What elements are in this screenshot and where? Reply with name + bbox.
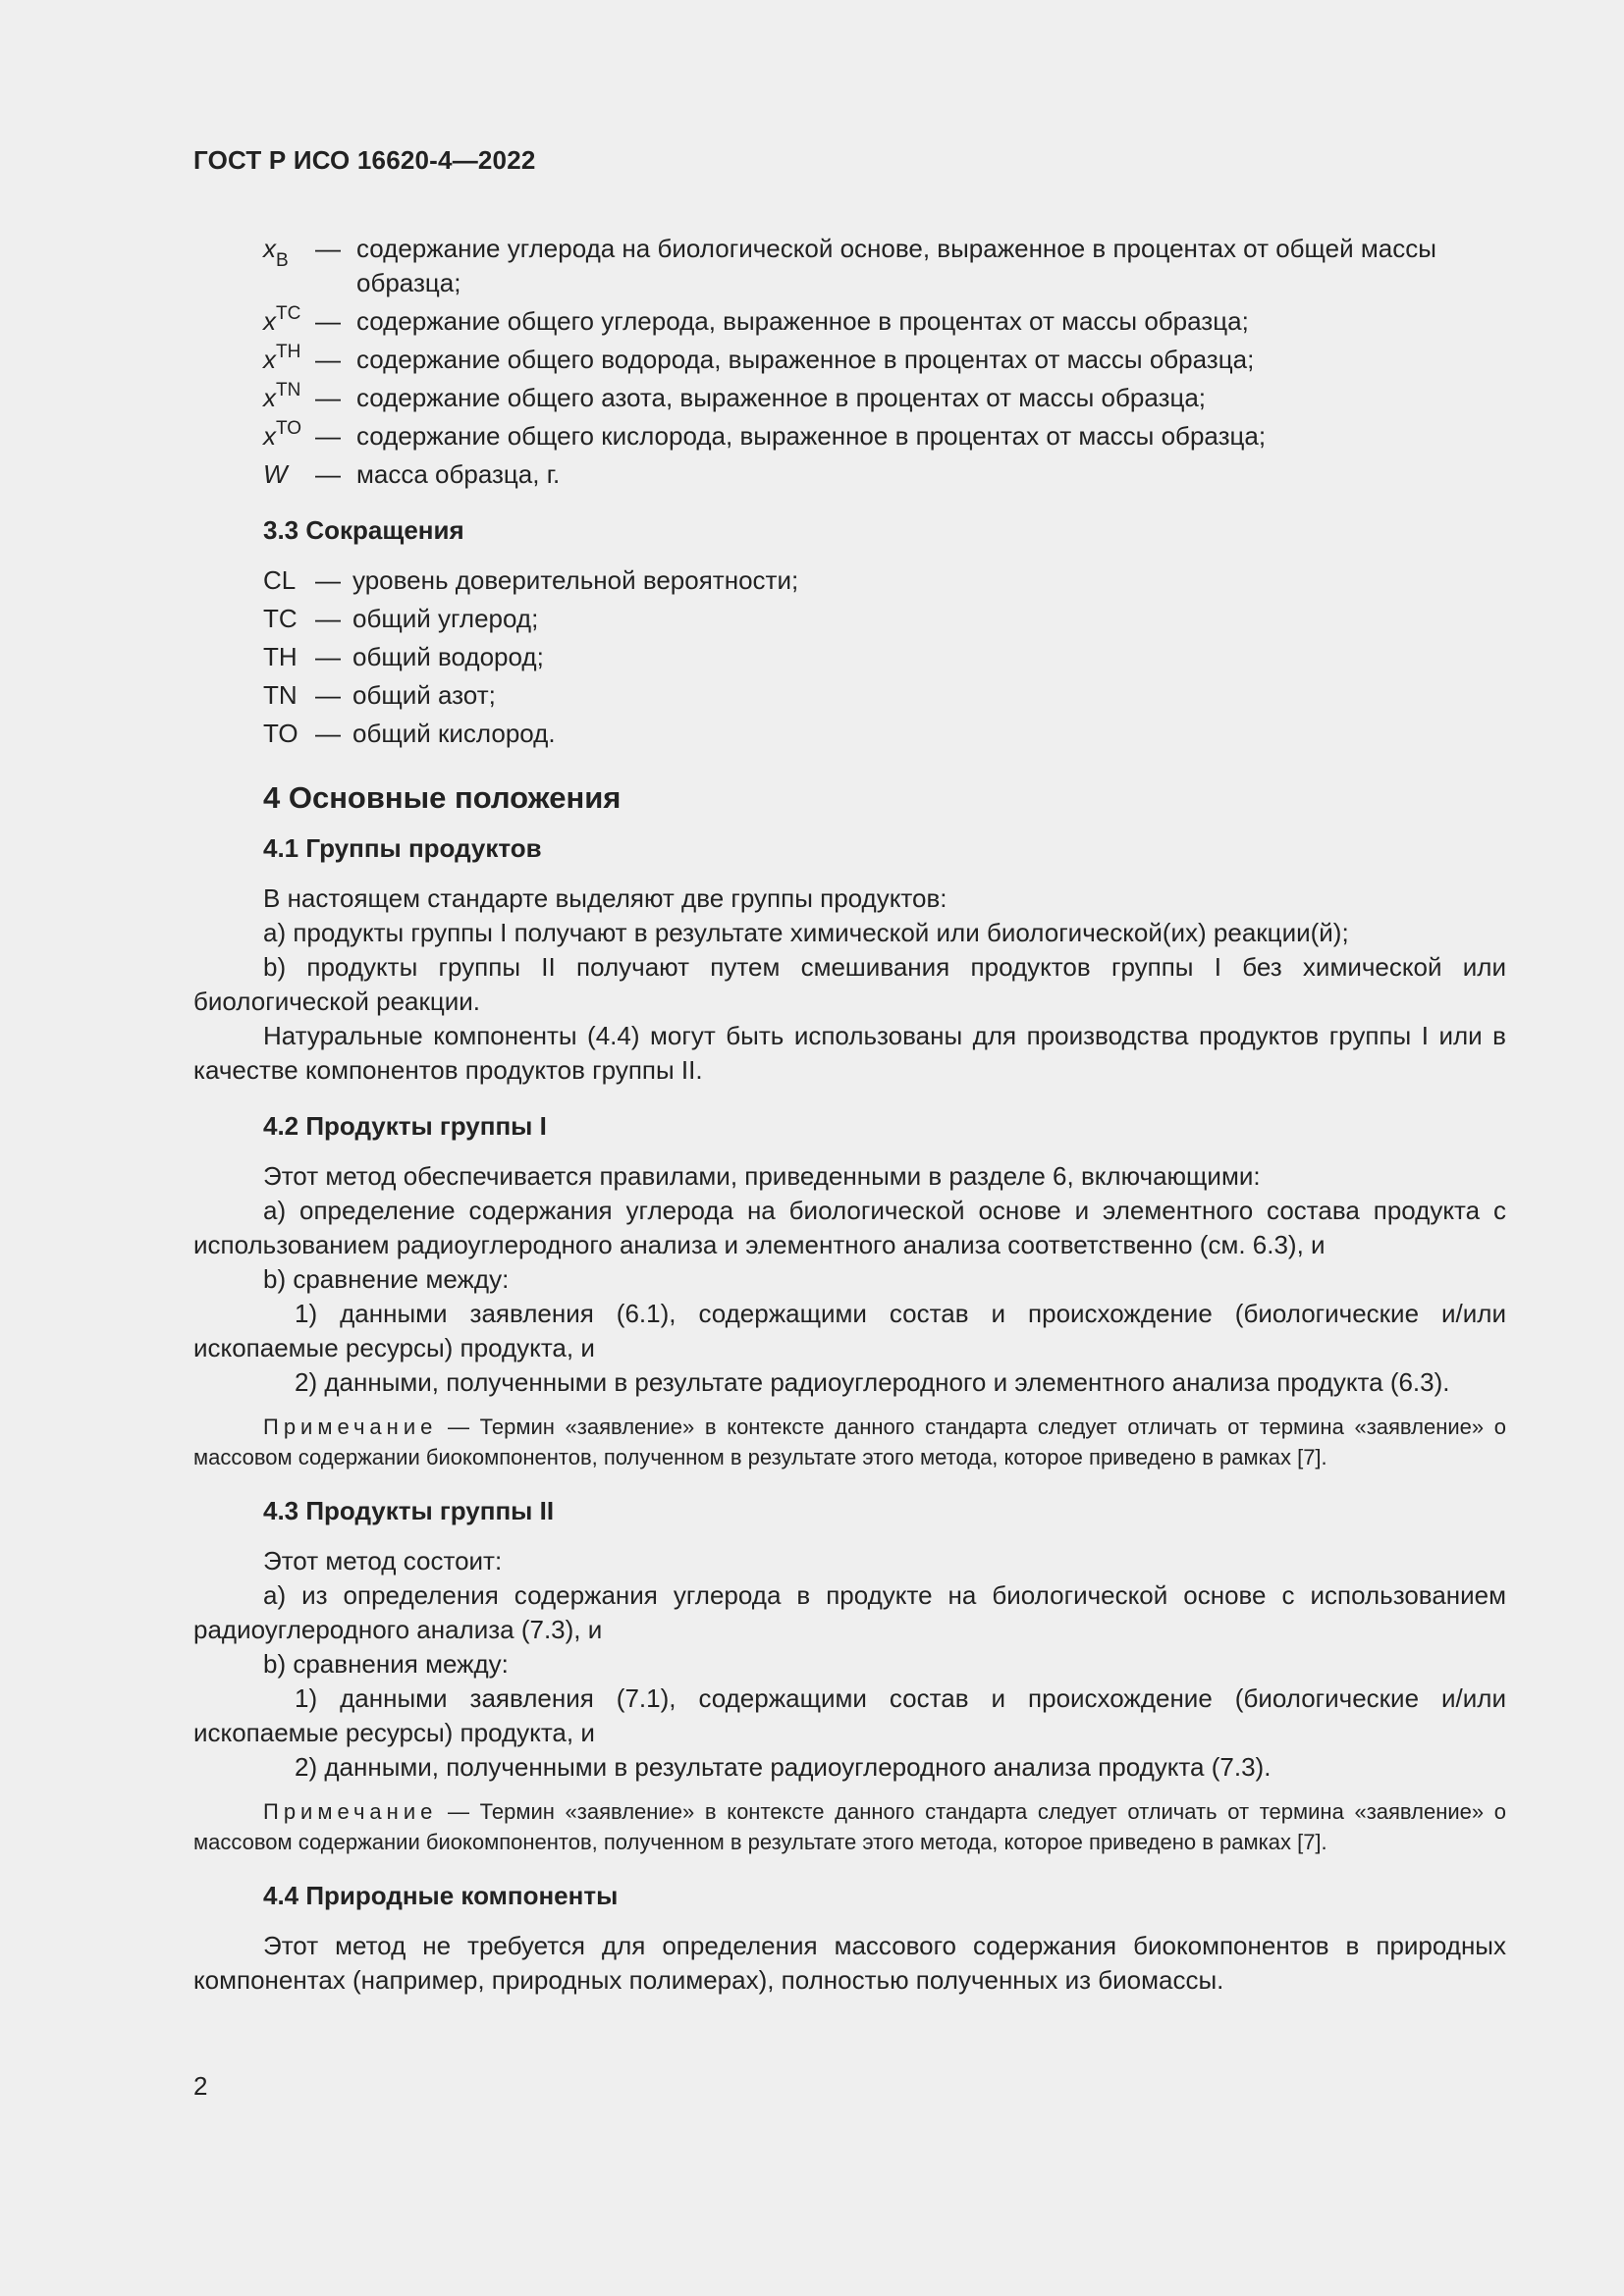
abbreviation: TN bbox=[263, 680, 298, 710]
abbreviation-row bbox=[193, 602, 1506, 636]
document-header: ГОСТ Р ИСО 16620-4—2022 bbox=[193, 145, 536, 175]
paragraph: Этот метод обеспечивается правилами, приведенными в разделе 6, включающими: bbox=[263, 1161, 1261, 1191]
symbol-base: W bbox=[263, 459, 288, 489]
symbol-definition: содержание общего азота, выраженное в процентах от массы образца; bbox=[356, 383, 1207, 412]
note-label: Примечание bbox=[263, 1799, 438, 1824]
dash: — bbox=[315, 421, 341, 451]
page-number: 2 bbox=[193, 2071, 208, 2101]
symbol bbox=[263, 343, 300, 380]
list-item: 2) данными, полученными в результате радиоуглеродного и элементного анализа продукта (6.3). bbox=[295, 1367, 1450, 1397]
list-item: 1) данными заявления (6.1), содержащими состав и происхождение (биологические и/или ископаемые ресурсы) продукта, и bbox=[193, 1299, 1506, 1362]
symbol-row bbox=[193, 457, 1506, 492]
abbreviation-row bbox=[193, 563, 1506, 598]
note bbox=[193, 1796, 1506, 1857]
note-text: — Термин «заявление» в контексте данного стандарта следует отличать от термина «заявление» о массовом содержании биокомпонентов, полученном в результате этого метода, которое приведено в рамках [7]. bbox=[193, 1415, 1506, 1469]
abbreviation: TO bbox=[263, 719, 298, 748]
symbol-index: TN bbox=[276, 380, 301, 400]
symbol bbox=[263, 457, 288, 492]
dash: — bbox=[315, 604, 341, 633]
dash: — bbox=[315, 345, 341, 374]
abbreviation-definition: общий азот; bbox=[352, 680, 496, 710]
abbreviation-definition: общий водород; bbox=[352, 642, 544, 671]
symbol-definition: масса образца, г. bbox=[356, 459, 561, 489]
dash: — bbox=[315, 680, 341, 710]
symbol-row bbox=[193, 343, 1506, 377]
list-item: b) продукты группы II получают путем смешивания продуктов группы I без химической или биологической реакции. bbox=[193, 952, 1506, 1016]
list-item: b) сравнения между: bbox=[263, 1649, 509, 1679]
paragraph: Натуральные компоненты (4.4) могут быть использованы для производства продуктов группы I или в качестве компонентов продуктов группы II. bbox=[193, 1021, 1506, 1085]
symbol-row bbox=[193, 419, 1506, 454]
symbol-index: TH bbox=[276, 342, 301, 362]
paragraph: Этот метод состоит: bbox=[263, 1546, 503, 1575]
section-heading-4-3: 4.3 Продукты группы II bbox=[263, 1496, 555, 1525]
abbreviation-definition: уровень доверительной вероятности; bbox=[352, 565, 799, 595]
symbol-index: TC bbox=[276, 303, 301, 324]
dash: — bbox=[315, 719, 341, 748]
symbol-definition: содержание общего углерода, выраженное в процентах от массы образца; bbox=[356, 306, 1249, 336]
symbol-definition: содержание углерода на биологической основе, выраженное в процентах от общей массы образца; bbox=[356, 234, 1436, 297]
symbol-definition: содержание общего водорода, выраженное в процентах от массы образца; bbox=[356, 345, 1255, 374]
symbol-base: x bbox=[263, 306, 276, 336]
symbol bbox=[263, 419, 301, 456]
abbreviation-row bbox=[193, 640, 1506, 674]
symbol-definition: содержание общего кислорода, выраженное в процентах от массы образца; bbox=[356, 421, 1267, 451]
symbol-base: x bbox=[263, 234, 276, 263]
dash: — bbox=[315, 383, 341, 412]
list-item: 1) данными заявления (7.1), содержащими состав и происхождение (биологические и/или ископаемые ресурсы) продукта, и bbox=[193, 1683, 1506, 1747]
page-content bbox=[193, 232, 1506, 1998]
dash: — bbox=[315, 234, 341, 263]
note bbox=[193, 1412, 1506, 1472]
dash: — bbox=[315, 565, 341, 595]
symbol-index: TO bbox=[276, 418, 302, 439]
symbol-index: B bbox=[276, 250, 289, 271]
symbol bbox=[263, 304, 300, 342]
symbol-row bbox=[193, 381, 1506, 415]
list-item: a) продукты группы I получают в результате химической или биологической(их) реакции(й); bbox=[263, 918, 1349, 947]
list-item: 2) данными, полученными в результате радиоуглеродного анализа продукта (7.3). bbox=[295, 1752, 1272, 1782]
dash: — bbox=[315, 459, 341, 489]
abbreviation-row bbox=[193, 717, 1506, 751]
paragraph: Этот метод не требуется для определения массового содержания биокомпонентов в природных компонентах (например, природных полимерах), полностью полученных из биомассы. bbox=[193, 1931, 1506, 1995]
section-heading-4-1: 4.1 Группы продуктов bbox=[263, 833, 542, 863]
symbol-row bbox=[193, 304, 1506, 339]
list-item: a) определение содержания углерода на биологической основе и элементного состава продукта с использованием радиоуглеродного анализа и элементного анализа соответственно (см. 6.3), и bbox=[193, 1196, 1506, 1259]
abbreviation-definition: общий кислород. bbox=[352, 719, 556, 748]
note-label: Примечание bbox=[263, 1415, 438, 1439]
abbreviation-definition: общий углерод; bbox=[352, 604, 539, 633]
paragraph: В настоящем стандарте выделяют две группы продуктов: bbox=[263, 883, 947, 913]
section-heading-3-3: 3.3 Сокращения bbox=[263, 515, 464, 545]
symbol-base: x bbox=[263, 421, 276, 451]
symbol-list bbox=[193, 232, 1506, 492]
dash: — bbox=[315, 642, 341, 671]
symbol bbox=[263, 232, 289, 269]
abbreviation: TC bbox=[263, 604, 298, 633]
symbol-row bbox=[193, 232, 1506, 300]
abbreviation: TH bbox=[263, 642, 298, 671]
symbol bbox=[263, 381, 300, 418]
section-heading-4-2: 4.2 Продукты группы I bbox=[263, 1111, 547, 1141]
abbreviation-list bbox=[193, 563, 1506, 751]
symbol-base: x bbox=[263, 383, 276, 412]
list-item: b) сравнение между: bbox=[263, 1264, 510, 1294]
symbol-base: x bbox=[263, 345, 276, 374]
abbreviation-row bbox=[193, 678, 1506, 713]
note-text: — Термин «заявление» в контексте данного стандарта следует отличать от термина «заявление» о массовом содержании биокомпонентов, полученном в результате этого метода, которое приведено в рамках [7]. bbox=[193, 1799, 1506, 1854]
section-heading-4: 4 Основные положения bbox=[263, 780, 622, 815]
abbreviation: CL bbox=[263, 565, 297, 595]
section-heading-4-4: 4.4 Природные компоненты bbox=[263, 1881, 619, 1910]
list-item: a) из определения содержания углерода в продукте на биологической основе с использованием радиоуглеродного анализа (7.3), и bbox=[193, 1580, 1506, 1644]
dash: — bbox=[315, 306, 341, 336]
